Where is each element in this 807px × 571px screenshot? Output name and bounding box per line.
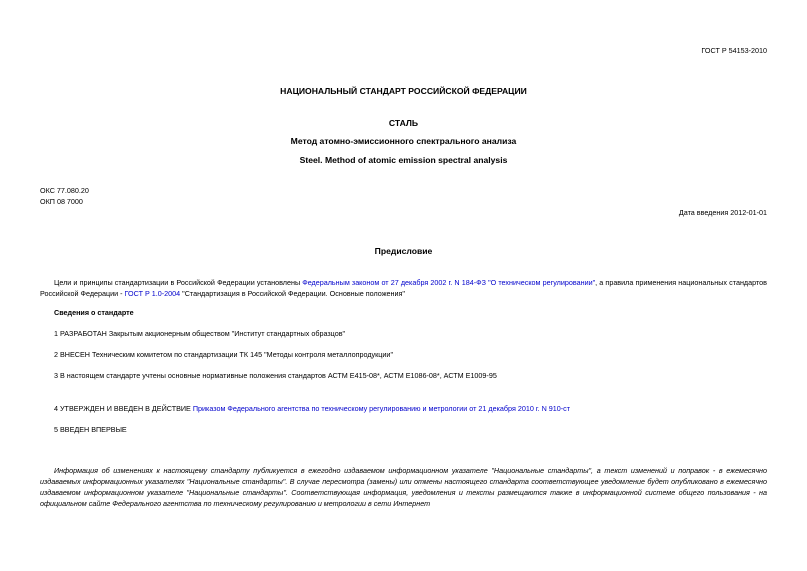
item-submitted: 2 ВНЕСЕН Техническим комитетом по стандартизации ТК 145 "Методы контроля металлопродукции" xyxy=(54,350,393,359)
oks-code: ОКС 77.080.20 xyxy=(40,186,89,195)
preface-text-2: , а правила применения национальных стандартов Российской Федерации - xyxy=(40,278,767,298)
item-norms: 3 В настоящем стандарте учтены основные нормативные положения стандартов АСТМ Е415-08*, АСТМ Е1086-08*, АСТМ Е1009-95 xyxy=(54,371,497,380)
federal-law-link[interactable]: Федеральным законом от 27 декабря 2002 г. N 184-ФЗ "О техническом регулировании" xyxy=(302,278,596,287)
title-english: Steel. Method of atomic emission spectral analysis xyxy=(299,155,508,165)
info-changes-paragraph: Информация об изменениях к настоящему стандарту публикуется в ежегодно издаваемом информационном указателе "Национальные стандарты", а текст изменений и поправок - в ежемесячно издаваемых информационных указателях "Национальные стандарты". В случае пересмотра (замены) или отмены настоящего стандарта соответствующее уведомление будет опубликовано в ежемесячно издаваемом информационном указателе "Национальные стандарты". Соответствующая информация, уведомления и тексты размещаются также в информационной системе общего пользования - на официальном сайте Федерального агентства по техническому регулированию и метрологии в сети Интернет xyxy=(40,466,767,508)
gost-r-1-0-link[interactable]: ГОСТ Р 1.0-2004 xyxy=(124,289,181,298)
preface-paragraph xyxy=(40,277,767,299)
document-code: ГОСТ Р 54153-2010 xyxy=(701,46,767,55)
item-developed: 1 РАЗРАБОТАН Закрытым акционерным обществом "Институт стандартных образцов" xyxy=(54,329,346,338)
info-heading: Сведения о стандарте xyxy=(54,308,134,317)
preface-text-1: Цели и принципы стандартизации в Российской Федерации установлены xyxy=(54,278,303,287)
subject-title: СТАЛЬ xyxy=(388,118,419,128)
introduction-date: Дата введения 2012-01-01 xyxy=(678,208,767,217)
order-link[interactable]: Приказом Федерального агентства по техническому регулированию и метрологии от 21 декабря 2010 г. N 910-ст xyxy=(192,404,571,413)
title-russian: Метод атомно-эмиссионного спектрального анализа xyxy=(290,136,517,146)
okp-code: ОКП 08 7000 xyxy=(40,197,83,206)
item-first-introduced: 5 ВВЕДЕН ВПЕРВЫЕ xyxy=(54,425,127,434)
preface-heading: Предисловие xyxy=(374,246,433,256)
preface-text-3: "Стандартизация в Российской Федерации. Основные положения" xyxy=(180,289,405,298)
item-approved-text: 4 УТВЕРЖДЕН И ВВЕДЕН В ДЕЙСТВИЕ xyxy=(54,404,193,413)
standard-title: НАЦИОНАЛЬНЫЙ СТАНДАРТ РОССИЙСКОЙ ФЕДЕРАЦИИ xyxy=(280,86,527,96)
item-approved xyxy=(54,403,570,414)
